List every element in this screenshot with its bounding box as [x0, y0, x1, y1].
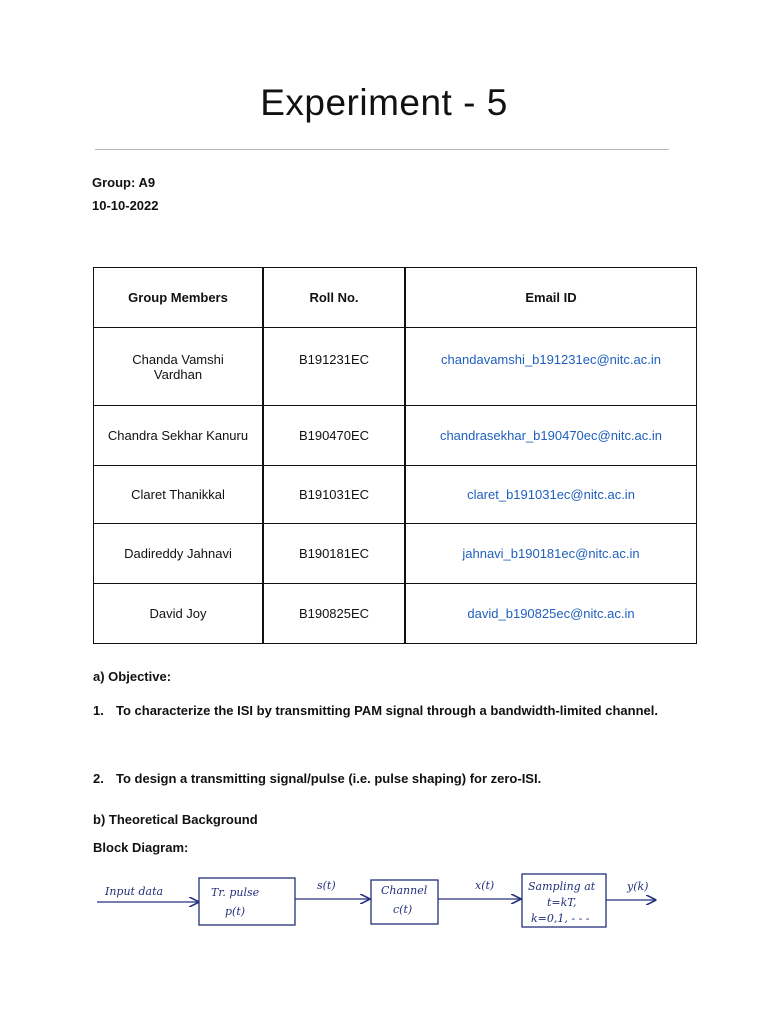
member-roll: B190825EC	[263, 584, 405, 644]
member-name-line2: Vardhan	[153, 366, 203, 382]
member-roll: B190470EC	[263, 406, 405, 466]
member-name: Chandra Sekhar Kanuru	[94, 406, 264, 466]
list-number: 2.	[93, 771, 104, 786]
header-roll-no: Roll No.	[263, 268, 405, 328]
member-name: Claret Thanikkal	[94, 466, 264, 524]
member-roll: B191231EC	[263, 328, 405, 406]
group-label: Group: A9	[92, 175, 156, 190]
xt-label: x(t)	[475, 879, 495, 892]
header-email-id: Email ID	[405, 268, 697, 328]
date-label: 10-10-2022	[92, 198, 159, 213]
block-diagram	[95, 866, 675, 936]
table-row	[94, 524, 697, 584]
objective-heading: a) Objective:	[93, 669, 172, 684]
member-email[interactable]	[405, 328, 697, 406]
input-data-label: Input data	[105, 885, 164, 898]
member-email[interactable]	[405, 584, 697, 644]
sampling-time-label: t=kT,	[547, 896, 577, 909]
member-name: Dadireddy Jahnavi	[94, 524, 264, 584]
table-row	[94, 406, 697, 466]
list-text: To design a transmitting signal/pulse (i.e. pulse shaping) for zero-ISI.	[116, 771, 542, 786]
channel-label: Channel	[381, 884, 428, 897]
header-group-members: Group Members	[94, 268, 264, 328]
email-link[interactable]: claret_b191031ec@nitc.ac.in	[467, 487, 635, 502]
st-label: s(t)	[317, 879, 336, 892]
theoretical-background-heading: b) Theoretical Background	[93, 812, 258, 827]
member-email[interactable]	[405, 406, 697, 466]
sampling-index-label: k=0,1, - - -	[531, 912, 590, 925]
email-link[interactable]: chandavamshi_b191231ec@nitc.ac.in	[441, 352, 661, 367]
list-text: To characterize the ISI by transmitting PAM signal through a bandwidth-limited channel.	[116, 703, 658, 718]
pt-label: p(t)	[225, 905, 246, 918]
table-row	[94, 328, 697, 406]
member-roll: B190181EC	[263, 524, 405, 584]
member-roll: B191031EC	[263, 466, 405, 524]
table-row	[94, 466, 697, 524]
tr-pulse-label: Tr. pulse	[211, 886, 260, 899]
page-title: Experiment - 5	[260, 82, 508, 123]
group-members-table	[93, 267, 697, 644]
member-email[interactable]	[405, 524, 697, 584]
member-name	[94, 328, 264, 406]
yk-label: y(k)	[627, 880, 649, 893]
block-diagram-heading: Block Diagram:	[93, 840, 189, 855]
list-number: 1.	[93, 703, 104, 718]
title-divider	[95, 149, 669, 150]
member-name: David Joy	[94, 584, 264, 644]
ct-label: c(t)	[393, 903, 413, 916]
member-email[interactable]	[405, 466, 697, 524]
member-name-line1: Chanda Vamshi	[132, 351, 224, 367]
email-link[interactable]: chandrasekhar_b190470ec@nitc.ac.in	[439, 428, 663, 443]
table-row	[94, 584, 697, 644]
table-header-row	[94, 268, 697, 328]
objective-item-2	[93, 765, 673, 792]
email-link[interactable]: jahnavi_b190181ec@nitc.ac.in	[462, 546, 640, 561]
email-link[interactable]: david_b190825ec@nitc.ac.in	[467, 606, 635, 621]
sampling-label: Sampling at	[528, 880, 596, 893]
objective-item-1	[93, 697, 673, 724]
